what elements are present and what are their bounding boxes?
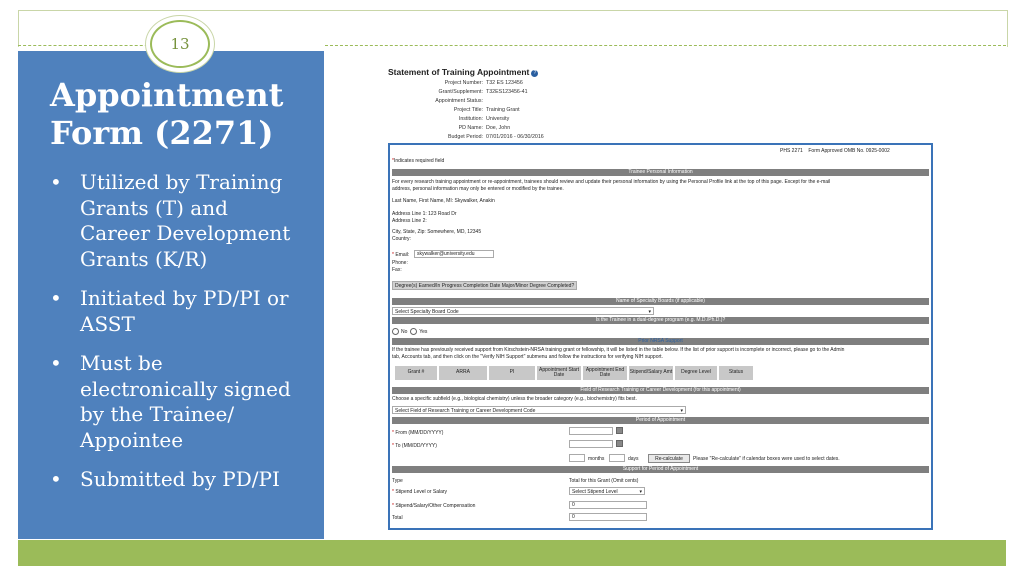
prior-note-2: tab, Accounts tab, and then click on the "Verify NIH Support" submenu and follow the instructions for verifying NIH support. — [392, 354, 663, 360]
country-label: Country: — [392, 236, 411, 242]
bottom-bar — [18, 540, 1006, 566]
personal-note: For every research training appointment or re-appointment, trainees should review and update their personal information by using the Personal Profile link at the top of this page. Except for the e-mail — [392, 179, 831, 185]
months-label: months — [588, 456, 605, 462]
table-header: PI — [488, 365, 536, 381]
grant-row: Grant/Supplement: T32ES123456-41 — [438, 89, 528, 95]
table-header: Degree Level — [674, 365, 718, 381]
address-line-1: Address Line 1: 123 Road Dr — [392, 211, 457, 217]
slide-number-badge: 13 — [150, 20, 210, 68]
section-specialty: Name of Specialty Boards (if applicable) — [392, 298, 929, 305]
months-field[interactable] — [569, 454, 585, 462]
phone-label: Phone: — [392, 260, 408, 266]
field-select[interactable]: Select Field of Research Training or Career Development Code ▾ — [392, 406, 686, 414]
title-line-1: Appointment — [50, 76, 284, 114]
field-note: Choose a specific subfield (e.g., biological chemistry) unless the broader category (e.g., biochemistry) fits best. — [392, 396, 637, 402]
to-label: * To (MM/DD/YYYY) — [392, 443, 437, 449]
pd-name-row: PD Name: Doe, John — [458, 125, 511, 131]
name-label: Last Name, First Name, MI: Skywalker, Anakin — [392, 198, 495, 204]
fax-label: Fax: — [392, 267, 402, 273]
budget-period-row: Budget Period: 07/01/2016 - 06/30/2016 — [447, 134, 544, 140]
section-support: Support for Period of Appointment — [392, 466, 929, 473]
recalculate-button[interactable]: Re-calculate — [648, 454, 690, 463]
bullet-text: Grants (K/R) — [80, 246, 208, 271]
address-line-2: Address Line 2: — [392, 218, 427, 224]
bullet-item: • Utilized by Training Grants (T) and Career Development Grants (K/R) — [50, 170, 291, 271]
bullet-text: Grants (T) and — [80, 195, 228, 220]
appointment-form — [388, 143, 933, 530]
table-header: Stipend/Salary Amt — [628, 365, 674, 381]
city-row: City, State, Zip: Somewhere, MD, 12345 — [392, 229, 482, 235]
type-label: Type — [392, 478, 403, 484]
stipend-other-label: * Stipend/Salary/Other Compensation — [392, 503, 476, 509]
stipend-level-label: * Stipend Level or Salary — [392, 489, 448, 495]
section-personal: Trainee Personal Information — [392, 169, 929, 176]
bullet-item: • Submitted by PD/PI — [50, 467, 280, 491]
bullet-text: Initiated by PD/PI or — [80, 286, 289, 310]
section-dual-degree: Is the Trainee in a dual-degree program (e.g. M.D./Ph.D.)? — [392, 317, 929, 324]
table-header: Grant # — [394, 365, 438, 381]
specialty-board-select[interactable]: Select Specialty Board Code ▾ — [392, 307, 654, 315]
email-field[interactable]: skywalker@university.edu — [414, 250, 494, 258]
table-header: Appointment End Date — [582, 365, 628, 381]
bullet-text: by the Trainee/ — [80, 402, 235, 426]
bullet-text: Career Development — [80, 221, 291, 245]
bullet-text: electronically signed — [80, 376, 291, 401]
days-label: days — [628, 456, 639, 462]
chevron-down-icon: ▾ — [639, 489, 642, 495]
section-period: Period of Appointment — [392, 417, 929, 424]
bullet-list — [50, 170, 310, 507]
divider-line-left — [18, 45, 158, 46]
chevron-down-icon: ▾ — [648, 309, 651, 315]
chevron-down-icon: ▾ — [680, 408, 683, 414]
required-note: *Indicates required field — [392, 158, 445, 164]
total-amount-field[interactable]: 0 — [569, 513, 647, 521]
title-line-2: Form (2271) — [50, 114, 274, 152]
recalc-note: Please "Re-calculate" if calendar boxes were used to select dates. — [693, 456, 840, 462]
personal-note-2: address, personal information may only be entered or modified by the trainee. — [392, 186, 564, 192]
bullet-item: • Initiated by PD/PI or ASST — [50, 286, 289, 336]
from-date-field[interactable] — [569, 427, 613, 435]
slide-title — [50, 76, 310, 152]
prior-support-table — [394, 365, 754, 381]
table-header: Appointment Start Date — [536, 365, 582, 381]
bullet-text: ASST — [80, 311, 135, 336]
question-icon[interactable]: ? — [531, 70, 538, 77]
bullet-text: Submitted by PD/PI — [80, 467, 280, 491]
project-number-row: Project Number: T32 ES 123456 — [444, 80, 523, 86]
dual-degree-radios: No Yes — [392, 328, 427, 335]
divider-line — [325, 45, 1006, 46]
no-radio[interactable] — [392, 328, 399, 335]
total-label: Total — [392, 515, 403, 521]
form-title: Statement of Training Appointment — [388, 67, 530, 77]
total-grant-label: Total for this Grant (Omit cents) — [569, 478, 639, 484]
bullet-item: • Must be electronically signed by the Trainee/ Appointee — [50, 351, 291, 452]
stipend-level-select[interactable]: Select Stipend Level ▾ — [569, 487, 645, 495]
phs-label: PHS 2271 Form Approved OMB No. 0925-0002 — [780, 148, 890, 154]
status-row: Appointment Status: — [435, 98, 483, 104]
from-label: * From (MM/DD/YYYY) — [392, 430, 444, 436]
days-field[interactable] — [609, 454, 625, 462]
project-title-row: Project Title: Training Grant — [453, 107, 520, 113]
prior-note: If the trainee has previously received support from Kirschstein-NRSA training grant or fellowship, it will be listed in the table below. If the list of prior support is incomplete or incorrect, please go to the Admin — [392, 347, 845, 353]
bullet-text: Must be — [80, 351, 163, 375]
stipend-amount-field[interactable]: 0 — [569, 501, 647, 509]
form-header — [388, 67, 948, 77]
email-label: * Email: — [392, 252, 410, 258]
bullet-text: Appointee — [80, 427, 184, 452]
institution-row: Institution: University — [458, 116, 510, 122]
calendar-icon[interactable] — [616, 440, 623, 447]
calendar-icon[interactable] — [616, 427, 623, 434]
bullet-text: Utilized by Training — [80, 170, 283, 194]
section-prior-support: Prior NRSA Support — [392, 338, 929, 345]
table-header: ARRA — [438, 365, 488, 381]
to-date-field[interactable] — [569, 440, 613, 448]
yes-radio[interactable] — [410, 328, 417, 335]
table-header: Status — [718, 365, 754, 381]
section-field: Field of Research Training or Career Development (for this appointment) — [392, 387, 929, 394]
degree-header-button[interactable]: Degree(s) Earned/In Progress Completion Date Major/Minor Degree Completed? — [392, 281, 577, 290]
